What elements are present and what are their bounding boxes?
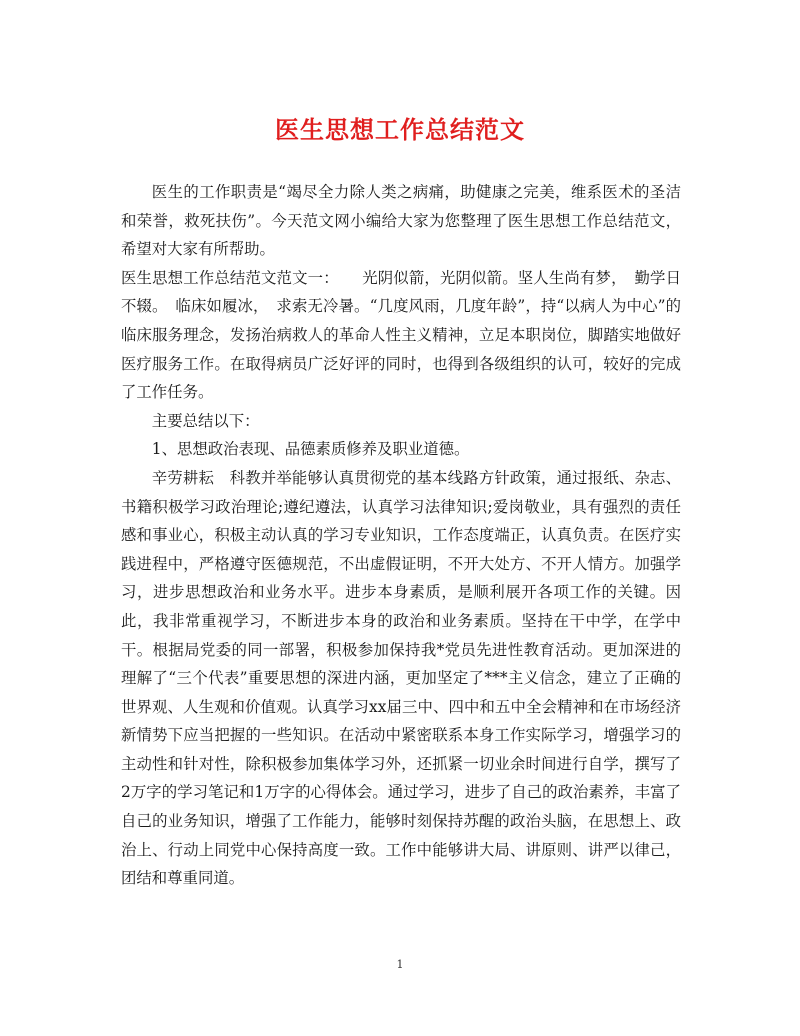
document-title: 医生思想工作总结范文 (275, 115, 525, 144)
paragraph-section-body: 辛劳耕耘 科教并举能够认真贯彻党的基本线路方针政策，通过报纸、杂志、书籍积极学习政治理论;遵纪遵法，认真学习法律知识;爱岗敬业，具有强烈的责任感和事业心，积极主动认真的学习专业知识，工作态度端正，认真负责。在医疗实践进程中，严格遵守医德规范，不出虚假证明，不开大处方、不开人情方。加强学习，进步思想政治和业务水平。进步本身素质，是顺利展开各项工作的关键。因此，我非常重视学习，不断进步本身的政治和业务素质。坚持在干中学，在学中干。根据局党委的同一部署，积极参加保持我*党员先进性教育活动。更加深进的理解了“三个代表”重要思想的深进内涵，更加坚定了***主义信念，建立了正确的世界观、人生观和价值观。认真学习xx届三中、四中和五中全会精神和在市场经济新情势下应当把握的一些知识。在活动中紧密联系本身工作实际学习，增强学习的主动性和针对性，除积极参加集体学习外，还抓紧一切业余时间进行自学，撰写了2万字的学习笔记和1万字的心得体会。通过学习，进步了自己的政治素养，丰富了自己的业务知识，增强了工作能力，能够时刻保持苏醒的政治头脑，在思想上、政治上、行动上同党中心保持高度一致。工作中能够讲大局、讲原则、讲严以律己，团结和尊重同道。 (121, 468, 681, 888)
document-body (121, 178, 681, 893)
page-number: 1 (396, 958, 404, 971)
paragraph-intro: 医生的工作职责是“竭尽全力除人类之病痛，助健康之完美，维系医术的圣洁和荣誉，救死扶伤”。今天范文网小编给大家为您整理了医生思想工作总结范文，希望对大家有所帮助。 (121, 183, 681, 259)
paragraph-summary-heading: 主要总结以下： (151, 411, 260, 430)
paragraph-section-heading: 1、思想政治表现、品德素质修养及职业道德。 (151, 440, 470, 459)
paragraph-sample-one: 医生思想工作总结范文范文一： 光阴似箭，光阴似箭。坚人生尚有梦， 勤学日不辍。 临床如履冰， 求索无冷暑。“几度风雨，几度年龄”，持“以病人为中心”的临床服务理念，发扬治病救人的革命人性主义精神，立足本职岗位，脚踏实地做好医疗服务工作。在取得病员广泛好评的同时，也得到各级组织的认可，较好的完成了工作任务。 (121, 268, 681, 402)
